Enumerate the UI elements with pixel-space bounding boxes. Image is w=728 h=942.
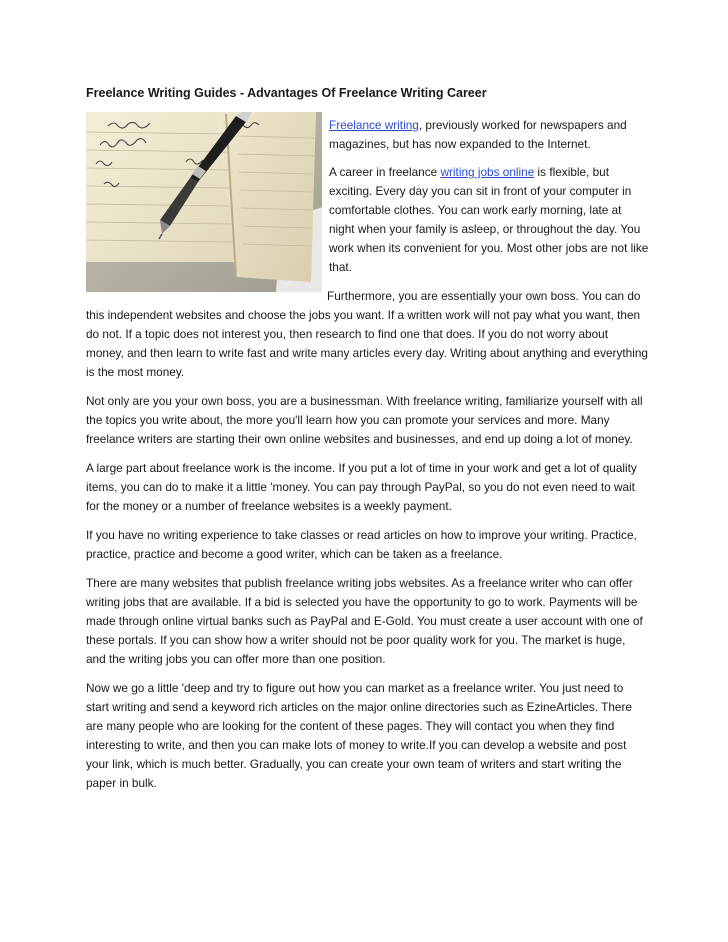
paragraph-boss (86, 287, 648, 382)
article-body (86, 287, 648, 803)
notebook-pen-photo (86, 112, 322, 292)
intro-column (329, 116, 649, 286)
career-text-before: A career in freelance (329, 165, 441, 179)
career-text-after: is flexible, but exciting. Every day you can sit in front of your computer in comfortable clothes. You can work early morning, late at night when your family is asleep, or throughout the day. You work when its convenient for you. Most other jobs are not like that. (329, 165, 649, 274)
paragraph-businessman: Not only are you your own boss, you are a businessman. With freelance writing, familiarize yourself with all the topics you write about, the more you'll learn how you can promote your services and more. Many freelance writers are starting their own online websites and businesses, and end up doing a lot of money. (86, 394, 643, 446)
notebook-pen-icon (86, 112, 322, 292)
page-title: Freelance Writing Guides - Advantages Of Freelance Writing Career (86, 86, 487, 100)
paragraph-websites: There are many websites that publish freelance writing jobs websites. As a freelance writer who can offer writing jobs that are available. If a bid is selected you have the opportunity to go to work. Payments will be made through online virtual banks such as PayPal and E-Gold. You must create a user account with one of these portals. If you can show how a writer should not be poor quality work for you. The market is huge, and the writing jobs you can offer more than one position. (86, 576, 643, 666)
intro-text: , previously worked for newspapers and magazines, but has now expanded to the Internet. (329, 118, 627, 151)
paragraph-marketing: Now we go a little 'deep and try to figure out how you can market as a freelance writer. You just need to start writing and send a keyword rich articles on the major online directories such as EzineArticles. There are many people who are looking for the content of these pages. They will contact you when they find interesting to write, and then you can make lots of money to write.If you can develop a website and post your link, which is much better. Gradually, you can create your own team of writers and start writing the paper in bulk. (86, 681, 632, 790)
writing-jobs-online-link[interactable]: writing jobs online (440, 165, 535, 179)
freelance-writing-link[interactable]: Freelance writing (329, 118, 419, 132)
intro-paragraph (329, 116, 649, 154)
paragraph-income: A large part about freelance work is the income. If you put a lot of time in your work and get a lot of quality items, you can do to make it a little 'money. You can pay through PayPal, so you do not even need to wait for the money or a number of freelance websites is a weekly payment. (86, 461, 637, 513)
paragraph-text: Furthermore, you are essentially your own boss. You can do this independent websites and choose the jobs you want. If a written work will not pay what you want, then do not. If a topic does not interest you, then research to find one that does. If you do not worry about money, and then learn to write fast and write many articles every day. Writing about anything and everything is the most money. (86, 289, 648, 379)
career-paragraph (329, 163, 649, 277)
paragraph-experience: If you have no writing experience to take classes or read articles on how to improve your writing. Practice, practice, practice and become a good writer, which can be taken as a freelance. (86, 528, 637, 561)
